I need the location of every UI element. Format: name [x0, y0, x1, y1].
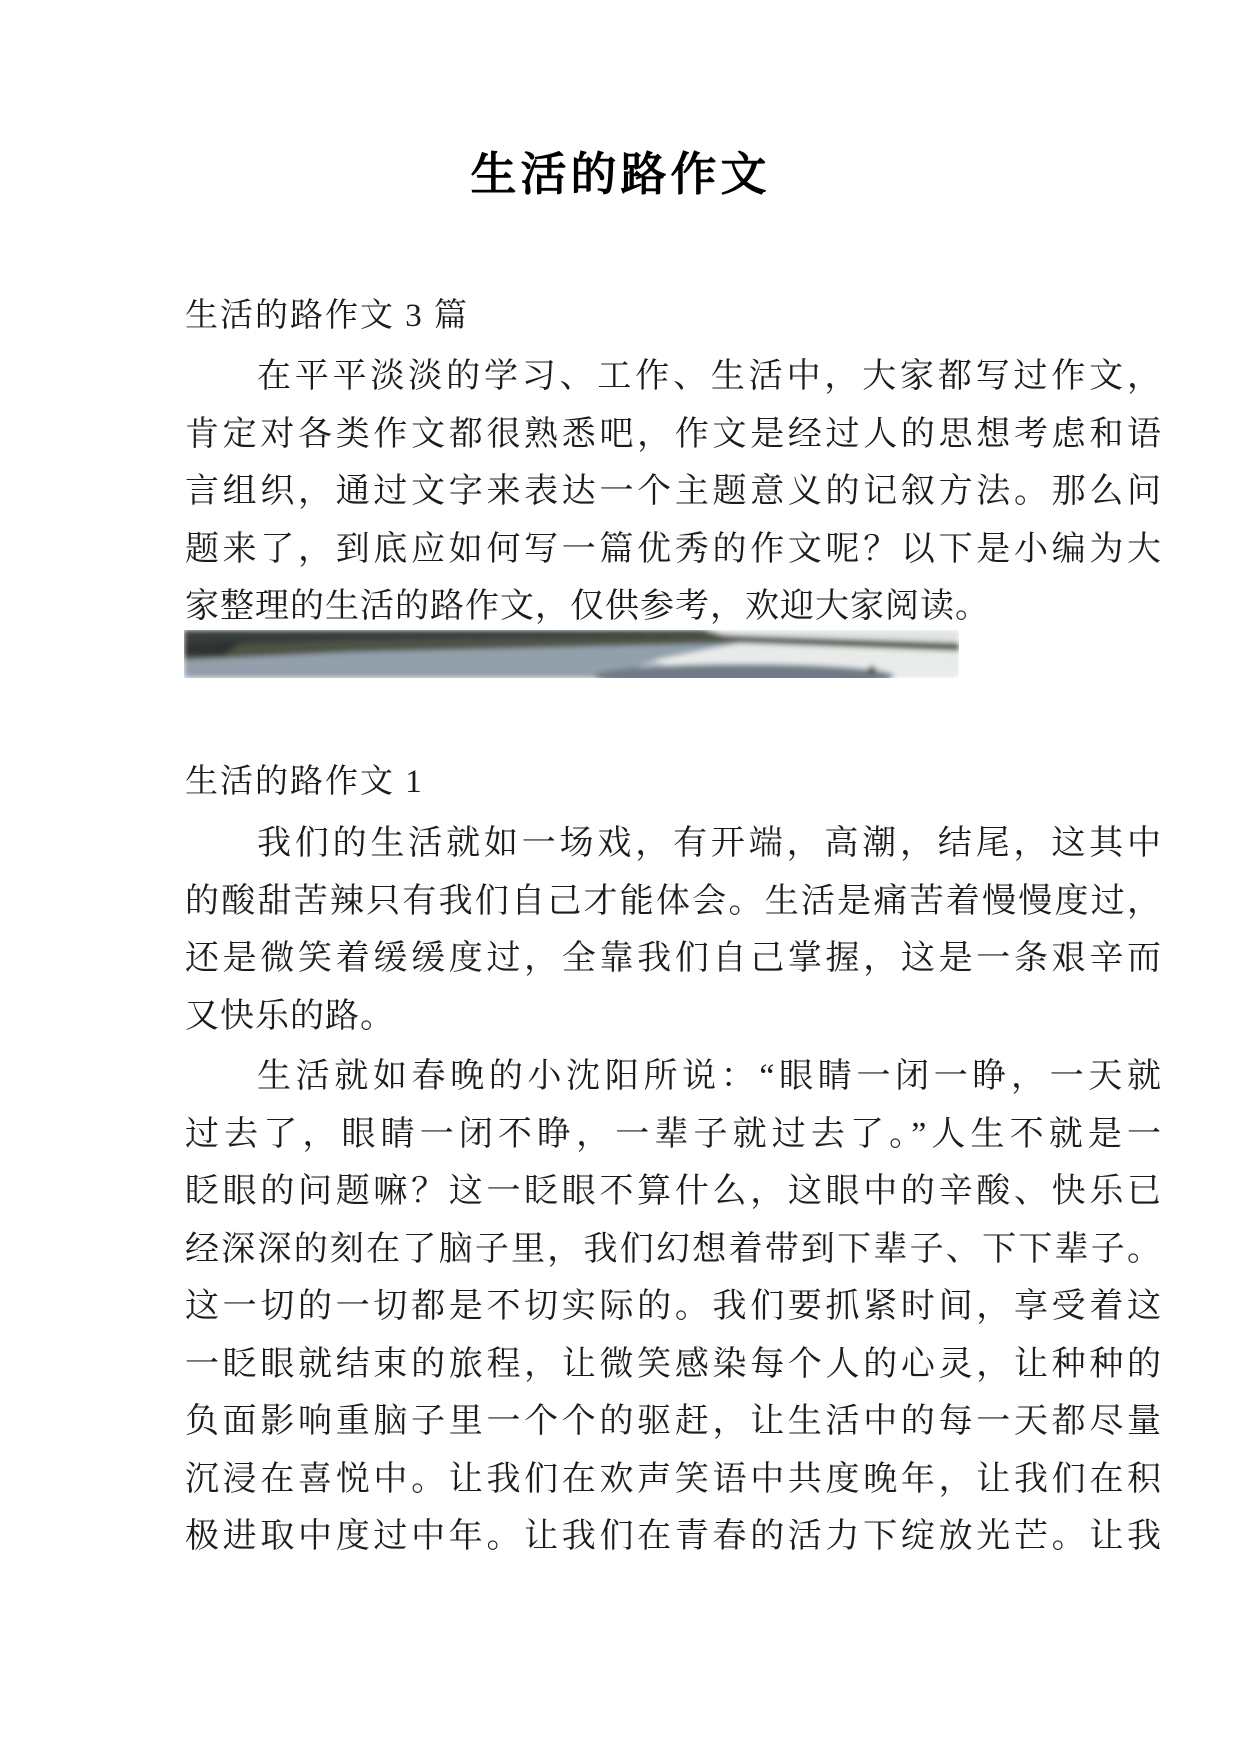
- text-line: 家整理的生活的路作文，仅供参考，欢迎大家阅读。: [185, 588, 990, 625]
- text-line: 经深深的刻在了脑子里，我们幻想着带到下辈子、下下辈子。: [185, 1230, 1162, 1268]
- text-line: 肯定对各类作文都很熟悉吧，作文是经过人的思想考虑和语: [185, 415, 1162, 453]
- essay-paragraph-1: [185, 815, 1162, 1045]
- blurred-desk-books-photo: [184, 630, 959, 678]
- text-line: 言组织，通过文字来表达一个主题意义的记叙方法。那么问: [185, 473, 1162, 510]
- essay-paragraph-2: [185, 1048, 1162, 1566]
- intro-paragraph: [185, 348, 1162, 636]
- section-heading: 生活的路作文 1: [185, 764, 424, 800]
- document-subtitle: 生活的路作文 3 篇: [185, 298, 469, 334]
- text-line: 的酸甜苦辣只有我们自己才能体会。生活是痛苦着慢慢度过，: [185, 882, 1162, 920]
- text-line: 题来了，到底应如何写一篇优秀的作文呢？以下是小编为大: [185, 530, 1162, 568]
- text-line: 眨眼的问题嘛？这一眨眼不算什么，这眼中的辛酸、快乐已: [185, 1173, 1162, 1210]
- text-line: 过去了，眼睛一闭不睁，一辈子就过去了。”人生不就是一: [185, 1115, 1162, 1153]
- text-line: 又快乐的路。: [185, 997, 395, 1035]
- text-line: 极进取中度过中年。让我们在青春的活力下绽放光芒。让我: [185, 1518, 1162, 1555]
- text-line: 我们的生活就如一场戏，有开端，高潮，结尾，这其中: [257, 825, 1162, 862]
- text-line: 还是微笑着缓缓度过，全靠我们自己掌握，这是一条艰辛而: [185, 940, 1162, 977]
- text-line: 生活就如春晚的小沈阳所说：“眼睛一闭一睁，一天就: [257, 1058, 1162, 1095]
- text-line: 在平平淡淡的学习、工作、生活中，大家都写过作文，: [257, 358, 1162, 395]
- page-title: 生活的路作文: [470, 149, 771, 200]
- text-line: 这一切的一切都是不切实际的。我们要抓紧时间，享受着这: [185, 1288, 1162, 1325]
- text-line: 沉浸在喜悦中。让我们在欢声笑语中共度晚年，让我们在积: [185, 1460, 1162, 1498]
- text-line: 负面影响重脑子里一个个的驱赶，让生活中的每一天都尽量: [185, 1403, 1162, 1440]
- text-line: 一眨眼就结束的旅程，让微笑感染每个人的心灵，让种种的: [185, 1345, 1162, 1383]
